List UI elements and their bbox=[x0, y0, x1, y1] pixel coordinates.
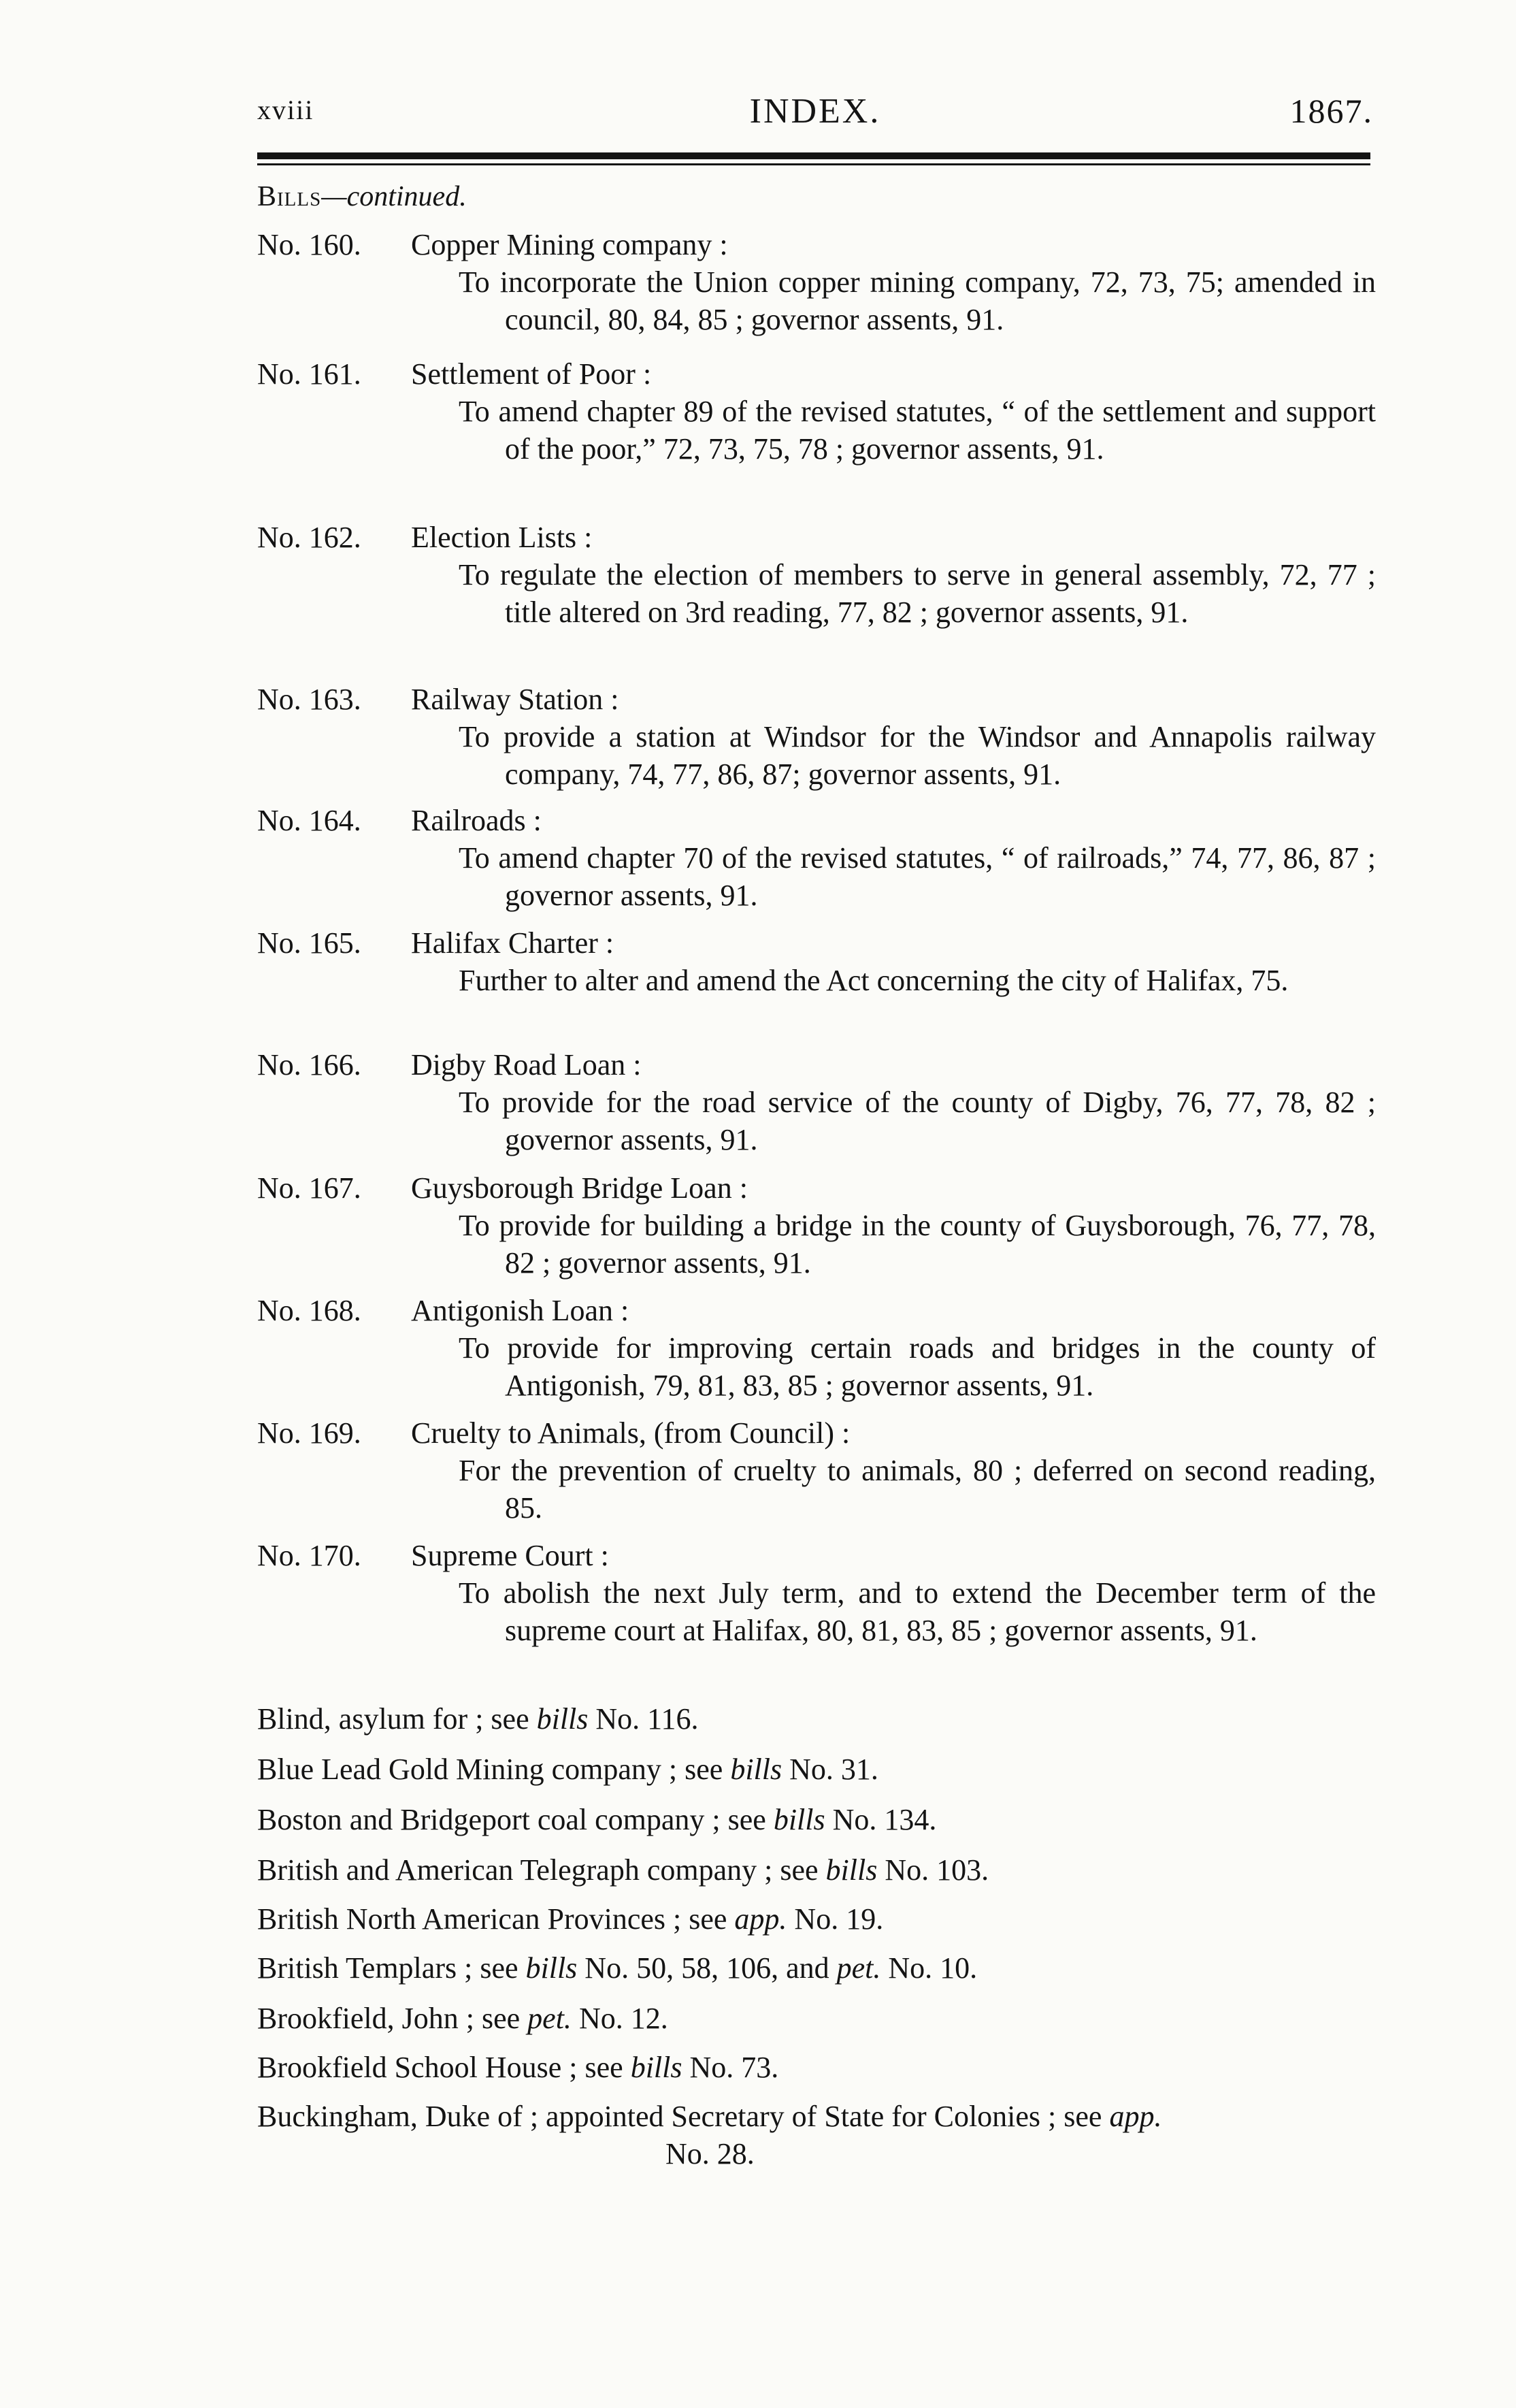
bill-description-text: Further to alter and amend the Act concerning the city of Halifax, 75. bbox=[459, 964, 1289, 997]
section-title: Bills bbox=[257, 181, 322, 212]
bill-number: No. 168. bbox=[257, 1294, 361, 1327]
bill-heading: Guysborough Bridge Loan : bbox=[411, 1171, 748, 1205]
bill-description bbox=[459, 962, 1376, 999]
bill-description bbox=[459, 263, 1376, 338]
entry-text: British and American Telegraph company ; see bbox=[257, 1853, 826, 1887]
bill-heading: Digby Road Loan : bbox=[411, 1048, 642, 1081]
entry-number: No. 103. bbox=[877, 1853, 989, 1887]
index-entry bbox=[257, 1851, 1373, 1889]
index-entry bbox=[257, 2098, 1373, 2170]
bill-description-text: To incorporate the Union copper mining company, 72, 73, 75; amended in council, 80, 84, 85 ; governor assents, 91. bbox=[459, 265, 1376, 336]
entry-text: Boston and Bridgeport coal company ; see bbox=[257, 1803, 774, 1836]
bill-number: No. 167. bbox=[257, 1171, 361, 1205]
entry-text: Buckingham, Duke of ; appointed Secretary of State for Colonies ; see bbox=[257, 2100, 1110, 2133]
entry-ref: bills bbox=[773, 1803, 825, 1836]
bill-description bbox=[459, 718, 1376, 793]
bill-number: No. 161. bbox=[257, 357, 361, 391]
entry-ref: bills bbox=[525, 1951, 578, 1985]
bill-description-text: To regulate the election of members to serve in general assembly, 72, 77 ; title altered on 3rd reading, 77, 82 ; governor assents, 91. bbox=[459, 558, 1376, 629]
entry-number: No. 19. bbox=[787, 1902, 884, 1936]
bill-description-text: For the prevention of cruelty to animals, 80 ; deferred on second reading, 85. bbox=[459, 1454, 1376, 1525]
entry-number: No. 10. bbox=[880, 1951, 978, 1985]
bill-number: No. 170. bbox=[257, 1539, 361, 1572]
bill-number: No. 162. bbox=[257, 521, 361, 554]
bill-description-text: To provide a station at Windsor for the Windsor and Annapolis railway company, 74, 77, 86, 87; governor assents, 91. bbox=[459, 720, 1376, 791]
index-entry bbox=[257, 1700, 1373, 1738]
entry-number: No. 50, 58, 106, and bbox=[577, 1951, 837, 1985]
bill-heading: Election Lists : bbox=[411, 521, 593, 554]
bill-description bbox=[459, 1084, 1376, 1158]
bill-heading: Antigonish Loan : bbox=[411, 1294, 629, 1327]
entry-text: British North American Provinces ; see bbox=[257, 1902, 735, 1936]
entry-ref: bills bbox=[630, 2051, 682, 2084]
bill-description-text: To provide for the road service of the county of Digby, 76, 77, 78, 82 ; governor assents, 91. bbox=[459, 1086, 1376, 1156]
bill-heading: Railway Station : bbox=[411, 683, 619, 716]
entry-ref: pet. bbox=[527, 2002, 572, 2035]
bill-number: No. 165. bbox=[257, 926, 361, 960]
bill-description bbox=[459, 556, 1376, 631]
bill-heading: Cruelty to Animals, (from Council) : bbox=[411, 1416, 851, 1450]
entry-text: British Templars ; see bbox=[257, 1951, 526, 1985]
index-entry bbox=[257, 2000, 1373, 2037]
header-year: 1867. bbox=[1289, 92, 1373, 130]
page-title: INDEX. bbox=[749, 92, 881, 131]
index-entry bbox=[257, 2049, 1373, 2086]
bill-number: No. 166. bbox=[257, 1048, 361, 1081]
entry-number: No. 73. bbox=[682, 2051, 779, 2084]
entry-ref: app. bbox=[734, 1902, 787, 1936]
entry-text: Brookfield, John ; see bbox=[257, 2002, 528, 2035]
entry-text: Brookfield School House ; see bbox=[257, 2051, 631, 2084]
bill-description bbox=[459, 839, 1376, 914]
bill-description bbox=[459, 393, 1376, 468]
page-number: xviii bbox=[257, 95, 314, 125]
bill-heading: Halifax Charter : bbox=[411, 926, 614, 960]
header-rule-thin bbox=[257, 163, 1370, 165]
entry-number: No. 134. bbox=[825, 1803, 937, 1836]
bill-description-text: To amend chapter 70 of the revised statutes, “ of railroads,” 74, 77, 86, 87 ; governor assents, 91. bbox=[459, 841, 1376, 912]
entry-number: No. 12. bbox=[571, 2002, 668, 2035]
bill-description bbox=[459, 1329, 1376, 1404]
entry-ref: bills bbox=[825, 1853, 878, 1887]
bill-description-text: To provide for improving certain roads and bridges in the county of Antigonish, 79, 81, 83, 85 ; governor assents, 91. bbox=[459, 1331, 1376, 1402]
bill-description bbox=[459, 1574, 1376, 1649]
bill-number: No. 169. bbox=[257, 1416, 361, 1450]
entry-number: No. 116. bbox=[588, 1702, 699, 1736]
index-entry bbox=[257, 1900, 1373, 1938]
index-entry bbox=[257, 1751, 1373, 1788]
bill-heading: Settlement of Poor : bbox=[411, 357, 652, 391]
entry-ref: bills bbox=[536, 1702, 589, 1736]
bill-description-text: To provide for building a bridge in the county of Guysborough, 76, 77, 78, 82 ; governor assents, 91. bbox=[459, 1209, 1376, 1280]
page-header bbox=[257, 94, 1373, 142]
section-title-suffix: —continued. bbox=[321, 181, 467, 212]
bill-number: No. 163. bbox=[257, 683, 361, 716]
bill-heading: Copper Mining company : bbox=[411, 228, 728, 261]
entry-text: Blind, asylum for ; see bbox=[257, 1702, 537, 1736]
index-entry bbox=[257, 1801, 1373, 1838]
entry-number: No. 31. bbox=[782, 1753, 878, 1786]
section-heading bbox=[257, 180, 467, 213]
entry-text: Blue Lead Gold Mining company ; see bbox=[257, 1753, 731, 1786]
bill-description bbox=[459, 1207, 1376, 1282]
entry-continuation: No. 28. bbox=[665, 2137, 755, 2170]
bill-heading: Railroads : bbox=[411, 804, 542, 837]
bill-description-text: To abolish the next July term, and to extend the December term of the supreme court at Halifax, 80, 81, 83, 85 ; governor assents, 91. bbox=[459, 1576, 1376, 1647]
bill-description-text: To amend chapter 89 of the revised statutes, “ of the settlement and support of the poor,” 72, 73, 75, 78 ; governor assents, 91. bbox=[459, 395, 1376, 466]
entry-ref: pet. bbox=[836, 1951, 881, 1985]
bill-number: No. 160. bbox=[257, 228, 361, 261]
header-rule-thick bbox=[257, 152, 1370, 159]
index-entry bbox=[257, 1949, 1373, 1987]
entry-ref: app. bbox=[1109, 2100, 1162, 2133]
bill-heading: Supreme Court : bbox=[411, 1539, 609, 1572]
bill-description bbox=[459, 1452, 1376, 1527]
bill-number: No. 164. bbox=[257, 804, 361, 837]
entry-ref: bills bbox=[730, 1753, 782, 1786]
